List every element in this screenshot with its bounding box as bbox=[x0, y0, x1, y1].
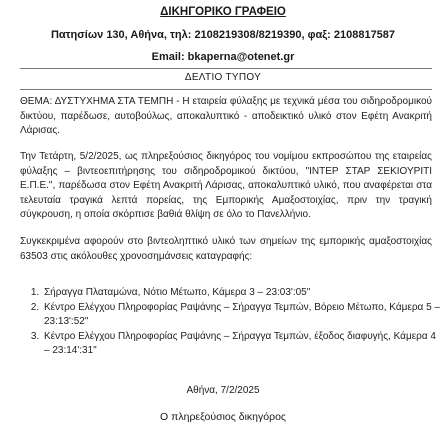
place-date: Αθήνα, 7/2/2025 bbox=[186, 385, 260, 396]
firm-name: ΔΙΚΗΓΟΡΙΚΟ ΓΡΑΦΕΙΟ bbox=[160, 6, 286, 18]
summary-paragraph: Συγκεκριμένα αφορούν στο βιντεοληπτικό υλικό των σημείων της εμπορικής αμαξοστοιχίας 63503 στις ακόλουθες χρονοσημάνσεις καταγραφής: bbox=[20, 236, 432, 262]
list-item: 1. Σήραγγα Πλαταμώνα, Νότιο Μέτωπο, Κάμερα 3 – 23:03':05" bbox=[42, 286, 442, 301]
body-paragraph: Την Τετάρτη, 5/2/2025, ως πληρεξούσιος δικηγόρος του νομίμου εκπροσώπου της εταιρείας φύλαξης – βιντεοεπιτήρησης του σιδηροδρομικού δικτύου, "ΙΝΤΕΡ ΣΤΑΡ ΣΕΚΙΟΥΡΙΤΙ Ε.Π.Ε.", παρέδωσα στον Εφέτη Ανακριτή Λάρισας, αποκαλυπτικό υλικό, που αναφέρεται στα τελευταία τραγικά λεπτά πορείας, της Εμπορικής Αμαξοστοιχίας, πριν την τραγική σύγκρουση, η οποία σκόρπισε βαθιά θλίψη σε όλο το Πανελλήνιο. bbox=[20, 151, 432, 220]
list-item: 2. Κέντρο Ελέγχου Πληροφορίας Ραψάνης – Σήραγγα Τεμπών, Βόρειο Μέτωπο, Κάμερα 5 – 23:13':52" bbox=[42, 301, 442, 330]
subject-paragraph: ΘΕΜΑ: ΔΥΣΤΥΧΗΜΑ ΣΤΑ ΤΕΜΠΗ - Η εταιρεία φύλαξης με τεχνικά μέσα του σιδηροδρομικού δικτύου, παρέδωσε, αυτοβούλως, αποκαλυπτικό - αποδεικτικό υλικό στον Εφέτη Ανακριτή Λάρισας. bbox=[20, 96, 432, 136]
header-divider bbox=[20, 68, 432, 69]
signature-line: Ο πληρεξούσιος δικηγόρος bbox=[160, 411, 286, 423]
firm-email: Email: bkaperna@otenet.gr bbox=[151, 51, 295, 63]
document-type: ΔΕΛΤΙΟ ΤΥΠΟΥ bbox=[184, 72, 262, 83]
recordings-list bbox=[20, 286, 442, 359]
doc-type-divider bbox=[20, 89, 432, 90]
firm-address: Πατησίων 130, Αθήνα, τηλ: 2108219308/8219390, φαξ: 2108817587 bbox=[50, 29, 396, 41]
list-item: 3. Κέντρο Ελέγχου Πληροφορίας Ραψάνης – Σήραγγα Τεμπών, έξοδος διαφυγής, Κάμερα 4 – 23:14':31" bbox=[42, 330, 442, 359]
